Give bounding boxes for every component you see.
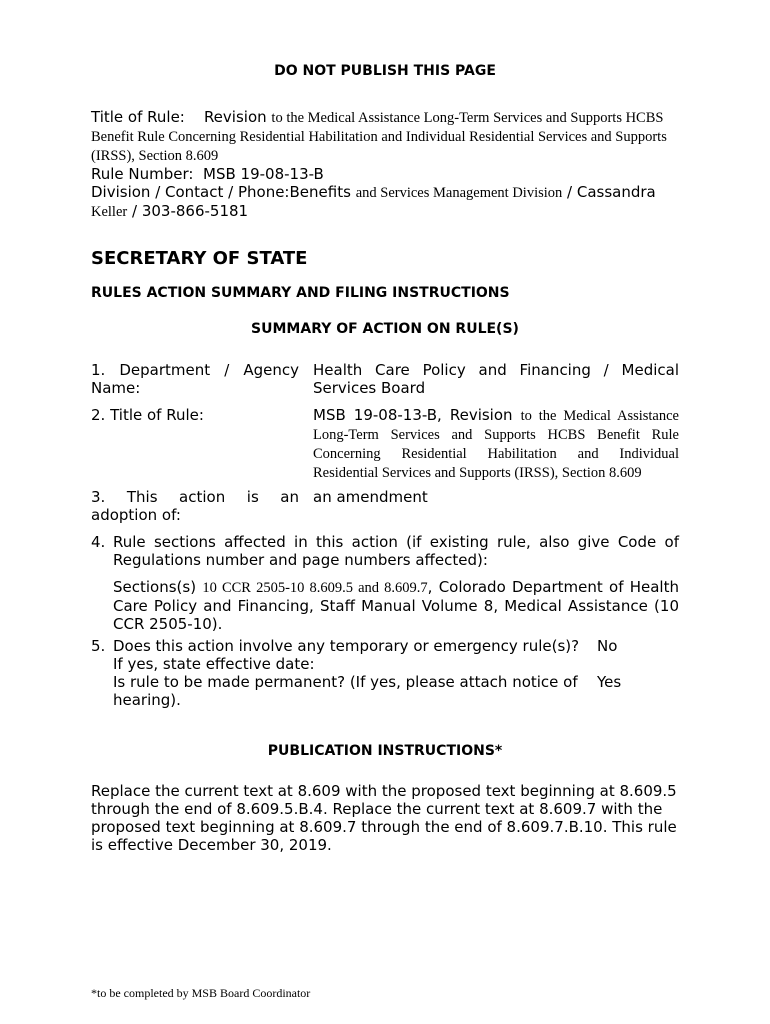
contact-part2: Keller bbox=[91, 204, 128, 220]
adoption-value: an amendment bbox=[313, 488, 428, 506]
item5-permanent: Is rule to be made permanent? (If yes, please attach notice of hearing). bbox=[113, 673, 578, 709]
title-of-rule-value bbox=[313, 406, 679, 482]
item5-effective-date: If yes, state effective date: bbox=[113, 655, 315, 673]
rule-meta-block bbox=[91, 108, 691, 221]
item4-text: Rule sections affected in this action (if existing rule, also give Code of Regulations number and page numbers affected): bbox=[113, 533, 679, 569]
title-revision: Revision bbox=[203, 108, 267, 126]
rule-number-line bbox=[91, 165, 691, 183]
contact-phone: / 303-866-5181 bbox=[132, 202, 249, 220]
department-label: 1. Department / Agency Name: bbox=[91, 361, 299, 397]
adoption-label: 3. This action is an adoption of: bbox=[91, 488, 299, 524]
item5-question: Does this action involve any temporary or emergency rule(s)? bbox=[113, 637, 580, 655]
sections-affected bbox=[113, 578, 679, 633]
title-label: Title of Rule: bbox=[91, 108, 185, 126]
title-value-rest: to the Medical Assistance Long-Term Services and Supports HCBS Benefit Rule Concerning Residential Habilitation and Individual Residential Services and Supports (IRSS), Section 8.609 bbox=[313, 408, 679, 481]
division-part2: and Services Management Division bbox=[355, 185, 563, 201]
secretary-of-state-heading: SECRETARY OF STATE bbox=[91, 248, 308, 269]
contact-part1: / Cassandra bbox=[567, 183, 656, 201]
item5-number: 5. bbox=[91, 637, 106, 655]
rules-action-heading: RULES ACTION SUMMARY AND FILING INSTRUCTIONS bbox=[91, 285, 510, 301]
department-value: Health Care Policy and Financing / Medical Services Board bbox=[313, 361, 679, 397]
rule-number-value: MSB 19-08-13-B bbox=[203, 165, 324, 183]
title-of-rule-line bbox=[91, 108, 691, 165]
footnote: *to be completed by MSB Board Coordinator bbox=[91, 986, 311, 1000]
summary-heading: SUMMARY OF ACTION ON RULE(S) bbox=[251, 321, 519, 337]
title-value-prefix: MSB 19-08-13-B, Revision bbox=[313, 406, 513, 424]
contact-line bbox=[91, 202, 691, 221]
division-line bbox=[91, 183, 691, 202]
publication-heading: PUBLICATION INSTRUCTIONS* bbox=[267, 743, 503, 759]
item4-number: 4. bbox=[91, 533, 106, 551]
division-part1: Benefits bbox=[289, 183, 351, 201]
title-text: to the Medical Assistance Long-Term Services and Supports HCBS Benefit Rule Concerning Residential Habilitation and Individual Residential Services and Supports (IRSS), Section 8.609 bbox=[91, 110, 667, 164]
sections-label: Sections(s) bbox=[113, 578, 197, 596]
rule-number-label: Rule Number: bbox=[91, 165, 194, 183]
publication-body: Replace the current text at 8.609 with the proposed text beginning at 8.609.5 through the end of 8.609.5.B.4. Replace the current text at 8.609.7 with the proposed text beginning at 8.609.7 through the end of 8.609.7.B.10. This rule is effective December 30, 2019. bbox=[91, 782, 677, 854]
page-notice-heading: DO NOT PUBLISH THIS PAGE bbox=[274, 63, 496, 79]
sections-rest: , Colorado Department of Health Care Policy and Financing, Staff Manual Volume 8, Medical Assistance (10 CCR 2505-10). bbox=[113, 578, 679, 633]
title-of-rule-label: 2. Title of Rule: bbox=[91, 406, 204, 424]
sections-code: 10 CCR 2505-10 8.609.5 and 8.609.7 bbox=[202, 580, 428, 596]
item5-answer: No bbox=[597, 637, 618, 655]
division-label: Division / Contact / Phone: bbox=[91, 183, 290, 201]
item5-permanent-answer: Yes bbox=[597, 673, 622, 691]
